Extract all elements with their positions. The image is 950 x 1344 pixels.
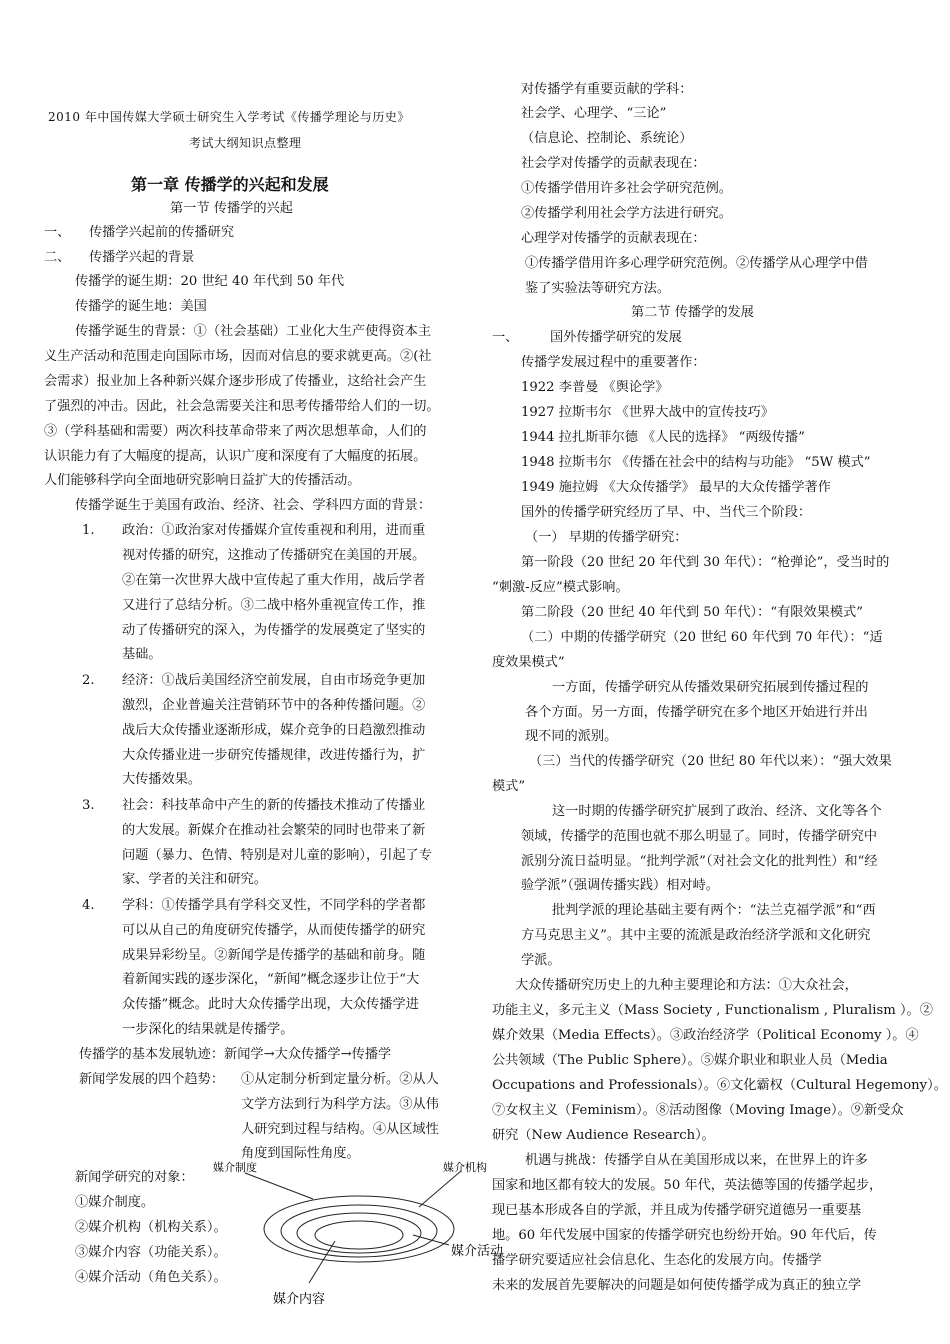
birth-period: 传播学的诞生期：20 世纪 40 年代到 50 年代: [75, 274, 345, 289]
list-line: 成果异彩纷呈。②新闻学是传播学的基础和前身。随: [122, 948, 426, 963]
trends-line: 人研究到过程与结构。④从区域性: [241, 1122, 439, 1137]
text-line: 对传播学有重要贡献的学科：: [521, 82, 693, 97]
text-line: （信息论、控制论、系统论）: [521, 131, 693, 146]
list-line: 的大发展。新媒介在推动社会繁荣的同时也带来了新: [122, 823, 426, 838]
list-number: 2.: [82, 673, 95, 688]
text-line: 心理学对传播学的贡献表现在：: [521, 231, 706, 246]
list-line: 大传播效果。: [122, 772, 202, 787]
birth-place: 传播学的诞生地：美国: [75, 299, 207, 314]
list-number: 3.: [82, 798, 95, 813]
text-line: 一方面，传播学研究从传播效果研究拓展到传播过程的: [552, 680, 869, 695]
work-item: 1948 拉斯韦尔 《传播在社会中的结构与功能》 “5W 模式”: [521, 455, 871, 470]
text-line: 领域，传播学的范围也就不那么明显了。同时，传播学研究中: [521, 829, 878, 844]
text-line: 认识能力有了大幅度的提高，认识广度和深度有了大幅度的拓展。: [44, 449, 427, 464]
trends-line: 文学方法到行为科学方法。③从伟: [241, 1097, 439, 1112]
text-line: 各个方面。另一方面，传播学研究在多个地区开始进行并出: [525, 705, 868, 720]
text-line: 会需求）报业加上各种新兴媒介逐步形成了传播业，这给社会产生: [44, 374, 427, 389]
list-line: 问题（暴力、色情、特别是对儿童的影响），引起了专: [122, 848, 432, 863]
item-number: 一、: [44, 225, 71, 240]
work-item: 1922 李普曼 《舆论学》: [521, 380, 669, 395]
text-line: 派别分流日益明显。“批判学派”（对社会文化的批判性）和“经: [521, 854, 878, 869]
text-line: 这一时期的传播学研究扩展到了政治、经济、文化等各个: [552, 804, 882, 819]
trends-line: ①从定制分析到定量分析。②从人: [241, 1072, 439, 1087]
object-item: ②媒介机构（机构关系）。: [75, 1220, 227, 1235]
outer-ellipse: [264, 1196, 454, 1262]
text-line: ①传播学借用许多社会学研究范例。: [521, 181, 732, 196]
list-line: 社会：科技革命中产生的新的传播技术推动了传播业: [122, 798, 426, 813]
text-line: 义生产活动和范围走向国际市场，因而对信息的要求就更高。②(社: [44, 349, 432, 364]
text-line: 模式”: [492, 779, 526, 794]
label-media-org: 媒介机构: [443, 1161, 487, 1174]
text-line: 学派。: [521, 953, 561, 968]
trends-label: 新闻学发展的四个趋势：: [79, 1072, 225, 1087]
text-line: 国家和地区都有较大的发展。50 年代，英法德等国的传播学起步，: [492, 1178, 883, 1193]
text-line: ⑦女权主义（Feminism）。⑧活动图像（Moving Image）。⑨新受众: [492, 1103, 904, 1118]
list-line: 着新闻实践的逐步深化，“新闻”概念逐步让位于“大: [122, 972, 420, 987]
chapter-title: 第一章 传播学的兴起和发展: [131, 175, 329, 194]
list-line: 又进行了总结分析。③二战中格外重视宣传工作，推: [122, 598, 426, 613]
text-line: 方马克思主义”。其中主要的流派是政治经济学派和文化研究: [521, 928, 871, 943]
list-line: 大众传播业进一步研究传播规律，改进传播行为，扩: [122, 748, 426, 763]
text-line: （二）中期的传播学研究（20 世纪 60 年代到 70 年代）：“适: [521, 630, 883, 645]
pointer-line: [245, 1173, 313, 1199]
text-line: 传播学诞生的背景：①（社会基础）工业化大生产使得资本主: [75, 324, 432, 339]
text-line: 地。60 年代发展中国家的传播学研究也纷纷开始。90 年代后，传: [492, 1228, 877, 1243]
text-line: ③（学科基础和需要）两次科技革命带来了两次思想革命，人们的: [44, 424, 427, 439]
list-line: 可以从自己的角度研究传播学，从而使传播学的研究: [122, 923, 426, 938]
list-line: 基础。: [122, 647, 162, 662]
object-item: ④媒介活动（角色关系）。: [75, 1270, 227, 1285]
section-title: 第二节 传播学的发展: [631, 305, 754, 320]
text-line: 现已基本形成各自的学派，并且成为传播学研究道德另一重要基: [492, 1203, 862, 1218]
text-line: 度效果模式”: [492, 655, 565, 670]
pointer-line: [413, 1235, 449, 1245]
media-layers-diagram: [205, 1157, 505, 1317]
text-line: 大众传播研究历史上的九种主要理论和方法：①大众社会，: [515, 978, 858, 993]
item-heading: 传播学兴起的背景: [89, 250, 195, 265]
text-line: ①传播学借用许多心理学研究范例。②传播学从心理学中借: [525, 256, 868, 271]
text-line: 批判学派的理论基础主要有两个：“法兰克福学派”和“西: [552, 903, 876, 918]
text-line: 鉴了实验法等研究方法。: [525, 281, 671, 296]
list-line: ②在第一次世界大战中宣传起了重大作用，战后学者: [122, 573, 426, 588]
item-heading: 传播学兴起前的传播研究: [89, 225, 235, 240]
list-line: 众传播”概念。此时大众传播学出现，大众传播学进: [122, 997, 419, 1012]
text-line: 功能主义，多元主义（Mass Society , Functionalism , Pluralism ）。②: [492, 1003, 933, 1018]
section-title: 第一节 传播学的兴起: [170, 201, 293, 216]
work-item: 1944 拉扎斯菲尔德 《人民的选择》 “两级传播”: [521, 430, 805, 445]
four-aspects-intro: 传播学诞生于美国有政治、经济、社会、学科四方面的背景：: [75, 498, 432, 513]
text-line: 验学派”（强调传播实践）相对峙。: [521, 878, 719, 893]
stages-intro: 国外的传播学研究经历了早、中、当代三个阶段：: [521, 505, 812, 520]
list-line: 学科：①传播学具有学科交叉性，不同学科的学者都: [122, 898, 426, 913]
text-line: 研究（New Audience Research）。: [492, 1128, 715, 1143]
text-line: 未来的发展首先要解决的问题是如何使传播学成为真正的独立学: [492, 1278, 862, 1293]
list-line: 政治：①政治家对传播媒介宣传重视和利用，进而重: [122, 523, 426, 538]
early-title: （一） 早期的传播学研究：: [525, 530, 688, 545]
text-line: 社会学对传播学的贡献表现在：: [521, 156, 706, 171]
text-line: “刺激-反应”模式影响。: [492, 580, 629, 595]
item-heading: 国外传播学研究的发展: [550, 330, 682, 345]
label-media-content: 媒介内容: [273, 1292, 326, 1307]
object-item: ①媒介制度。: [75, 1195, 155, 1210]
works-title: 传播学发展过程中的重要著作：: [521, 355, 706, 370]
list-line: 动了传播研究的深入，为传播学的发展奠定了坚实的: [122, 623, 426, 638]
text-line: 播学研究要适应社会信息化、生态化的发展方向。传播学: [492, 1253, 822, 1268]
text-line: 人们能够科学向全面地研究影响日益扩大的传播活动。: [44, 473, 361, 488]
work-item: 1927 拉斯韦尔 《世界大战中的宣传技巧》: [521, 405, 774, 420]
text-line: 媒介效果（Media Effects）。③政治经济学（Political Economy ）。④: [492, 1028, 919, 1043]
text-line: ②传播学利用社会学方法进行研究。: [521, 206, 732, 221]
text-line: 了强烈的冲击。因此，社会急需要关注和思考传播带给人们的一切。: [44, 399, 440, 414]
list-line: 战后大众传播业逐渐形成，媒介竞争的日趋激烈推动: [122, 723, 426, 738]
item-number: 二、: [44, 250, 71, 265]
doc-title-line2: 考试大纲知识点整理: [189, 136, 302, 150]
item-number: 一、: [492, 330, 519, 345]
text-line: 第一阶段（20 世纪 20 年代到 30 年代）：“枪弹论”，受当时的: [521, 555, 890, 570]
text-line: 公共领域（The Public Sphere）。⑤媒介职业和职业人员（Media: [492, 1053, 888, 1068]
pointer-line: [309, 1241, 335, 1283]
text-line: 社会学、心理学、“三论”: [521, 106, 667, 121]
object-item: ③媒介内容（功能关系）。: [75, 1245, 227, 1260]
list-line: 经济：①战后美国经济空前发展，自由市场竞争更加: [122, 673, 426, 688]
list-number: 4.: [82, 898, 95, 913]
inner-ellipse: [315, 1221, 403, 1249]
work-item: 1949 施拉姆 《大众传播学》 最早的大众传播学著作: [521, 480, 831, 495]
list-line: 视对传播的研究，这推动了传播研究在美国的开展。: [122, 548, 426, 563]
list-line: 激烈，企业普遍关注营销环节中的各种传播问题。②: [122, 698, 426, 713]
list-number: 1.: [82, 523, 95, 538]
development-track: 传播学的基本发展轨迹：新闻学→大众传播学→传播学: [79, 1047, 392, 1062]
label-media-system: 媒介制度: [213, 1161, 257, 1174]
text-line: 现不同的派别。: [525, 729, 618, 744]
list-line: 家、学者的关注和研究。: [122, 872, 268, 887]
label-media-activity: 媒介活动: [451, 1244, 504, 1259]
pointer-line: [419, 1171, 461, 1207]
objects-title: 新闻学研究的对象：: [75, 1170, 194, 1185]
text-line: 第二阶段（20 世纪 40 年代到 50 年代）：“有限效果模式”: [521, 605, 863, 620]
text-line: Occupations and Professionals）。⑥文化霸权（Cultural Hegemony）。: [492, 1078, 947, 1093]
list-line: 一步深化的结果就是传播学。: [122, 1022, 294, 1037]
text-line: 机遇与挑战：传播学自从在美国形成以来，在世界上的许多: [525, 1153, 868, 1168]
doc-title-line1: 2010 年中国传媒大学硕士研究生入学考试《传播学理论与历史》: [48, 110, 410, 124]
text-line: （三）当代的传播学研究（20 世纪 80 年代以来）：“强大效果: [529, 754, 892, 769]
trends-line: 角度到国际性角度。: [241, 1146, 360, 1161]
